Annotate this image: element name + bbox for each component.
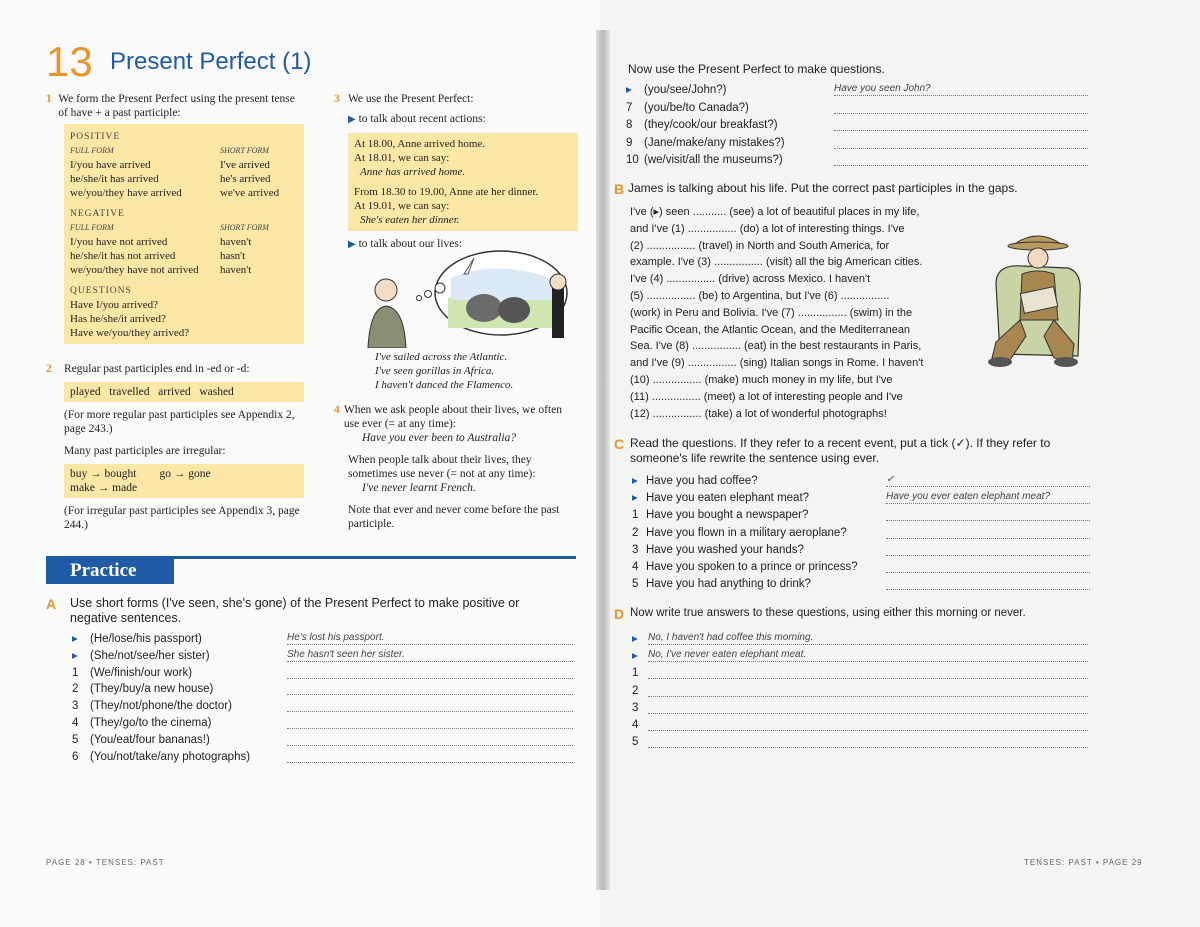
- passage-line: and I've (1) ................ (do) a lot of interesting things. I've: [630, 222, 905, 235]
- item-prompt: (They/not/phone/the doctor): [90, 700, 232, 713]
- section-number: 1: [46, 93, 52, 105]
- questions-instruction: Now use the Present Perfect to make questions.: [628, 62, 885, 76]
- example-line: At 18.01, we can say:: [354, 152, 450, 164]
- footer-right: TENSES: PAST • PAGE 29: [1024, 858, 1143, 867]
- section-number: 3: [334, 93, 340, 105]
- answer-line[interactable]: [648, 686, 1088, 697]
- section-intro: We use the Present Perfect:: [348, 93, 474, 105]
- item-number: 5: [632, 578, 639, 591]
- answer-line[interactable]: [886, 545, 1090, 556]
- item-prompt: (They/go/to the cinema): [90, 717, 212, 729]
- item-prompt: (You/not/take/any photographs): [90, 750, 251, 763]
- item-number: ▸: [632, 633, 638, 645]
- passage-line: (2) ................ (travel) in North and South America, for: [630, 239, 890, 252]
- full-form-label: FULL FORM: [70, 223, 114, 232]
- answer-text: ✓: [886, 474, 895, 485]
- item-number: ▸: [72, 649, 78, 662]
- irregular-intro: Many past participles are irregular:: [64, 445, 226, 457]
- passage-line: (work) in Peru and Bolivia. I've (7) ................ (swim) in the: [630, 306, 913, 319]
- table-cell: Has he/she/it arrived?: [70, 313, 166, 325]
- section-intro: We form the Present Perfect using the present tense of have + a past participle:: [58, 93, 295, 119]
- section-number: 2: [46, 363, 52, 375]
- item-number: 5: [632, 736, 639, 749]
- irregular-examples: [64, 464, 304, 498]
- answer-line[interactable]: [287, 668, 573, 679]
- answer-line[interactable]: [648, 737, 1088, 748]
- regular-examples: played travelled arrived washed: [64, 382, 304, 402]
- item-prompt: Have you bought a newspaper?: [646, 509, 809, 522]
- unit-title: Present Perfect (1): [110, 48, 312, 75]
- illustration-captions: [375, 350, 513, 392]
- passage-line: Sea. I've (8) ................ (eat) in the best restaurants in Paris,: [630, 340, 922, 353]
- exercise-letter: D: [614, 606, 625, 622]
- answer-line[interactable]: [287, 701, 573, 712]
- section-paragraph: When people talk about their lives, they sometimes use never (= not at any time):: [348, 454, 536, 480]
- instruction-line: negative sentences.: [70, 611, 182, 625]
- irregular-line: make → made: [70, 482, 138, 494]
- answer-line[interactable]: [648, 703, 1088, 714]
- table-cell: haven't: [220, 236, 252, 248]
- item-prompt: (they/cook/our breakfast?): [644, 119, 778, 131]
- section-1: [46, 92, 304, 344]
- passage-line: I've (▸) seen ........... (see) a lot of beautiful places in my life,: [630, 206, 920, 218]
- item-prompt: (Jane/make/any mistakes?): [644, 136, 785, 149]
- item-number: 7: [626, 101, 633, 114]
- negative-heading: NEGATIVE: [70, 209, 125, 219]
- item-number: 1: [632, 667, 639, 680]
- passage-line: (5) ................ (be) to Argentina, but I've (6) ................: [630, 290, 890, 302]
- item-prompt: (You/eat/four bananas!): [90, 733, 210, 746]
- item-prompt: Have you eaten elephant meat?: [646, 492, 810, 505]
- item-prompt: (we/visit/all the museums?): [644, 154, 783, 166]
- answer-text: Have you ever eaten elephant meat?: [886, 491, 1050, 503]
- table-cell: haven't: [220, 264, 252, 276]
- book-gutter: [596, 30, 610, 890]
- bullet-icon: ▶: [348, 114, 356, 125]
- appendix-note: (For irregular past participles see Appendix 3, page 244.): [64, 505, 300, 531]
- answer-line[interactable]: [648, 668, 1088, 679]
- section-2: [46, 362, 304, 532]
- instruction-line: Use short forms (I've seen, she's gone) of the Present Perfect to make positive or: [70, 596, 520, 610]
- answer-line[interactable]: [886, 562, 1090, 573]
- answer-line[interactable]: [287, 752, 573, 763]
- form-table: [64, 124, 304, 344]
- table-cell: he/she/it has arrived: [70, 173, 159, 185]
- item-number: 1: [632, 509, 639, 522]
- bullet-icon: ▶: [348, 239, 356, 250]
- item-number: 2: [632, 526, 639, 539]
- caption: I've seen gorillas in Africa.: [375, 365, 495, 377]
- answer-line[interactable]: [287, 684, 573, 695]
- exercise-letter: B: [614, 181, 625, 197]
- passage-line: (12) ................ (take) a lot of wonderful photographs!: [630, 407, 887, 420]
- practice-banner: Practice: [46, 558, 174, 584]
- example-line: From 18.30 to 19.00, Anne ate her dinner.: [354, 186, 539, 198]
- answer-line[interactable]: [886, 476, 1090, 487]
- item-prompt: (He/lose/his passport): [90, 633, 202, 645]
- answer-line[interactable]: [886, 510, 1090, 521]
- james-reading-illustration: [982, 224, 1092, 374]
- item-prompt: (They/buy/a new house): [90, 683, 214, 696]
- usage-bullet: to talk about recent actions:: [358, 113, 486, 125]
- item-prompt: Have you had coffee?: [646, 475, 758, 487]
- section-4: [334, 403, 578, 531]
- exercise-d-instruction: Now write true answers to these questions, using either this morning or never.: [630, 607, 1026, 619]
- example-sentence: Have you ever been to Australia?: [362, 432, 517, 444]
- positive-heading: POSITIVE: [70, 132, 121, 142]
- section-3: [334, 92, 578, 252]
- answer-text: No, I haven't had coffee this morning.: [648, 632, 814, 643]
- exercise-b-instruction: James is talking about his life. Put the correct past participles in the gaps.: [628, 181, 1018, 195]
- instruction-line: Read the questions. If they refer to a recent event, put a tick (✓). If they refer to: [630, 436, 1051, 450]
- item-number: ▸: [632, 475, 638, 487]
- answer-text: He's lost his passport.: [287, 632, 385, 643]
- item-number: 2: [632, 684, 639, 697]
- instruction-line: someone's life rewrite the sentence using ever.: [630, 451, 880, 465]
- item-number: 4: [632, 561, 639, 573]
- item-prompt: Have you spoken to a prince or princess?: [646, 561, 858, 573]
- answer-line[interactable]: [886, 579, 1090, 590]
- item-number: ▸: [632, 650, 638, 663]
- answer-line[interactable]: [834, 103, 1088, 114]
- item-prompt: (you/be/to Canada?): [644, 101, 749, 114]
- section-intro: Regular past participles end in -ed or -d:: [64, 363, 250, 375]
- passage-line: I've (4) ................ (drive) across Mexico. I haven't: [630, 273, 871, 286]
- item-number: 4: [632, 719, 639, 731]
- passage-line: example. I've (3) ................ (visit) all the big American cities.: [630, 256, 923, 269]
- table-cell: hasn't: [220, 250, 246, 262]
- item-prompt: (you/see/John?): [644, 84, 727, 96]
- answer-text: She hasn't seen her sister.: [287, 648, 405, 660]
- exercise-letter: A: [46, 596, 57, 612]
- item-number: 1: [72, 666, 79, 679]
- section-paragraph: When we ask people about their lives, we often use ever (= at any time):: [343, 404, 562, 430]
- answer-line[interactable]: [287, 735, 573, 746]
- answer-line[interactable]: [648, 720, 1088, 731]
- item-number: 3: [632, 543, 639, 556]
- item-prompt: Have you had anything to drink?: [646, 578, 811, 591]
- example-line: She's eaten her dinner.: [360, 214, 460, 226]
- short-form-label: SHORT FORM: [220, 146, 269, 155]
- item-prompt: Have you flown in a military aeroplane?: [646, 526, 847, 539]
- passage-line: (11) ................ (meet) a lot of interesting people and I've: [630, 390, 903, 403]
- table-cell: he's arrived: [220, 173, 271, 185]
- table-cell: we've arrived: [220, 187, 280, 199]
- section-paragraph: Note that ever and never come before the past participle.: [348, 504, 560, 530]
- item-number: 9: [626, 136, 633, 149]
- full-form-label: FULL FORM: [70, 146, 114, 155]
- item-prompt: (We/finish/our work): [90, 666, 193, 679]
- answer-line[interactable]: [834, 120, 1088, 131]
- passage-line: Pacific Ocean, the Atlantic Ocean, and the Mediterranean: [630, 323, 911, 336]
- usage-bullet: to talk about our lives:: [358, 238, 463, 250]
- exercise-c-instruction: [630, 436, 1100, 466]
- answer-line[interactable]: [287, 718, 573, 729]
- item-number: 4: [72, 717, 79, 729]
- passage-line: and I've (9) ................ (sing) Italian songs in Rome. I haven't: [630, 357, 924, 370]
- item-number: 5: [72, 733, 79, 746]
- footer-left: PAGE 28 • TENSES: PAST: [46, 858, 165, 867]
- unit-number: 13: [46, 38, 93, 85]
- short-form-label: SHORT FORM: [220, 223, 269, 232]
- irregular-line: buy → bought go → gone: [70, 468, 211, 480]
- answer-line[interactable]: [834, 138, 1088, 149]
- appendix-note: (For more regular past participles see Appendix 2, page 243.): [64, 409, 295, 435]
- answer-line[interactable]: [834, 155, 1088, 166]
- item-number: ▸: [72, 633, 78, 645]
- example-line: At 18.00, Anne arrived home.: [354, 138, 486, 150]
- section-number: 4: [334, 404, 340, 416]
- example-line: Anne has arrived home.: [360, 166, 466, 178]
- table-cell: Have I/you arrived?: [70, 299, 158, 311]
- passage-line: (10) ................ (make) much money in my life, but I've: [630, 374, 893, 386]
- table-cell: Have we/you/they arrived?: [70, 327, 190, 339]
- table-cell: I've arrived: [220, 159, 270, 171]
- table-cell: we/you/they have arrived: [70, 187, 182, 199]
- thinking-man-illustration: [356, 248, 581, 348]
- item-number: ▸: [632, 492, 638, 505]
- example-sentence: I've never learnt French.: [362, 482, 476, 494]
- item-number: 8: [626, 119, 633, 131]
- exercise-letter: C: [614, 436, 625, 452]
- questions-heading: QUESTIONS: [70, 286, 132, 296]
- answer-text: Have you seen John?: [834, 83, 931, 94]
- table-cell: I/you have arrived: [70, 159, 151, 171]
- exercise-a-instruction: [70, 596, 570, 626]
- example-box: [348, 133, 578, 231]
- item-number: 3: [632, 701, 639, 714]
- table-cell: we/you/they have not arrived: [70, 264, 199, 276]
- item-number: 2: [72, 683, 79, 696]
- item-number: 10: [626, 154, 639, 166]
- answer-line[interactable]: [886, 528, 1090, 539]
- table-cell: I/you have not arrived: [70, 236, 168, 248]
- table-cell: he/she/it has not arrived: [70, 250, 176, 262]
- item-prompt: (She/not/see/her sister): [90, 649, 210, 662]
- caption: I've sailed across the Atlantic.: [375, 351, 508, 363]
- answer-text: No, I've never eaten elephant meat.: [648, 649, 807, 661]
- item-number: 3: [72, 700, 79, 713]
- item-number: ▸: [626, 84, 632, 96]
- item-prompt: Have you washed your hands?: [646, 543, 804, 556]
- example-line: At 19.01, we can say:: [354, 200, 450, 212]
- item-number: 6: [72, 750, 79, 763]
- caption: I haven't danced the Flamenco.: [375, 379, 514, 391]
